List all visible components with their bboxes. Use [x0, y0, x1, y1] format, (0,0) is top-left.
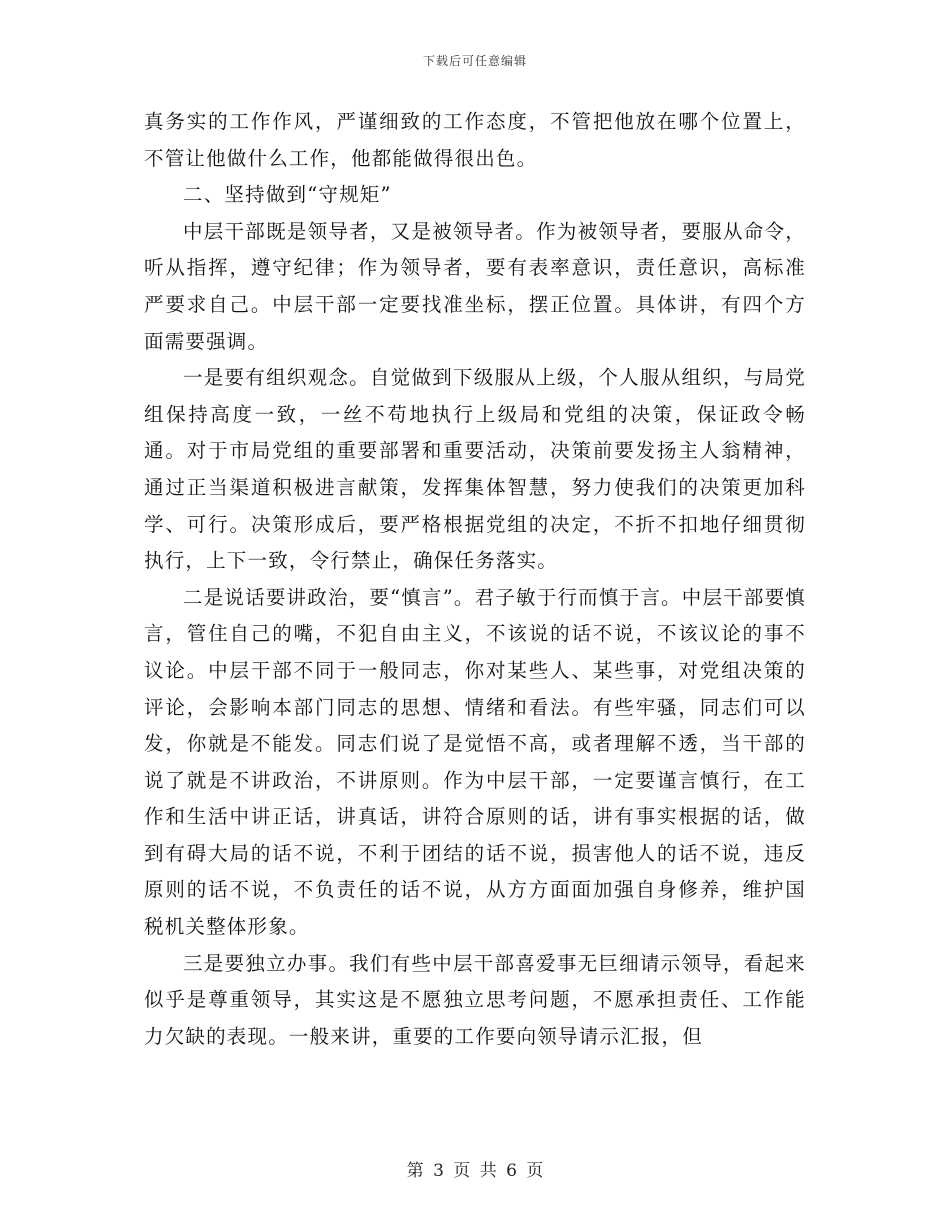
page-header: 下载后可任意编辑	[422, 54, 527, 68]
paragraph: 三是要独立办事。我们有些中层干部喜爱事无巨细请示领导，看起来似乎是尊重领导，其实这是不愿独立思考问题，不愿承担责任、工作能力欠缺的表现。一般来讲，重要的工作要向领导请示汇报，但	[144, 951, 806, 1048]
paragraph-continuation: 真务实的工作作风，严谨细致的工作态度，不管把他放在哪个位置上，不管让他做什么工作，他都能做得很出色。	[144, 110, 806, 170]
document-body	[144, 104, 806, 1055]
paragraph: 二是说话要讲政治，要“慎言”。君子敏于行而慎于言。中层干部要慎言，管住自己的嘴，不犯自由主义，不该说的话不说，不该议论的事不议论。中层干部不同于一般同志，你对某些人、某些事，对党组决策的评论，会影响本部门同志的思想、情绪和看法。有些牢骚，同志们可以发，你就是不能发。同志们说了是觉悟不高，或者理解不透，当干部的说了就是不讲政治，不讲原则。作为中层干部，一定要谨言慎行，在工作和生活中讲正话，讲真话，讲符合原则的话，讲有事实根据的话，做到有碍大局的话不说，不利于团结的话不说，损害他人的话不说，违反原则的话不说，不负责任的话不说，从方方面面加强自身修养，维护国税机关整体形象。	[144, 585, 806, 939]
paragraph: 中层干部既是领导者，又是被领导者。作为被领导者，要服从命令，听从指挥，遵守纪律；作为领导者，要有表率意识，责任意识，高标准严要求自己。中层干部一定要找准坐标，摆正位置。具体讲，有四个方面需要强调。	[144, 219, 806, 353]
paragraph: 一是要有组织观念。自觉做到下级服从上级，个人服从组织，与局党组保持高度一致，一丝不苟地执行上级局和党组的决策，保证政令畅通。对于市局党组的重要部署和重要活动，决策前要发扬主人翁精神，通过正当渠道积极进言献策，发挥集体智慧，努力使我们的决策更加科学、可行。决策形成后，要严格根据党组的决定，不折不扣地仔细贯彻执行，上下一致，令行禁止，确保任务落实。	[144, 366, 806, 573]
page-number-footer: 第 3 页 共 6 页	[406, 1161, 544, 1181]
section-heading: 二、坚持做到“守规矩”	[183, 183, 392, 207]
